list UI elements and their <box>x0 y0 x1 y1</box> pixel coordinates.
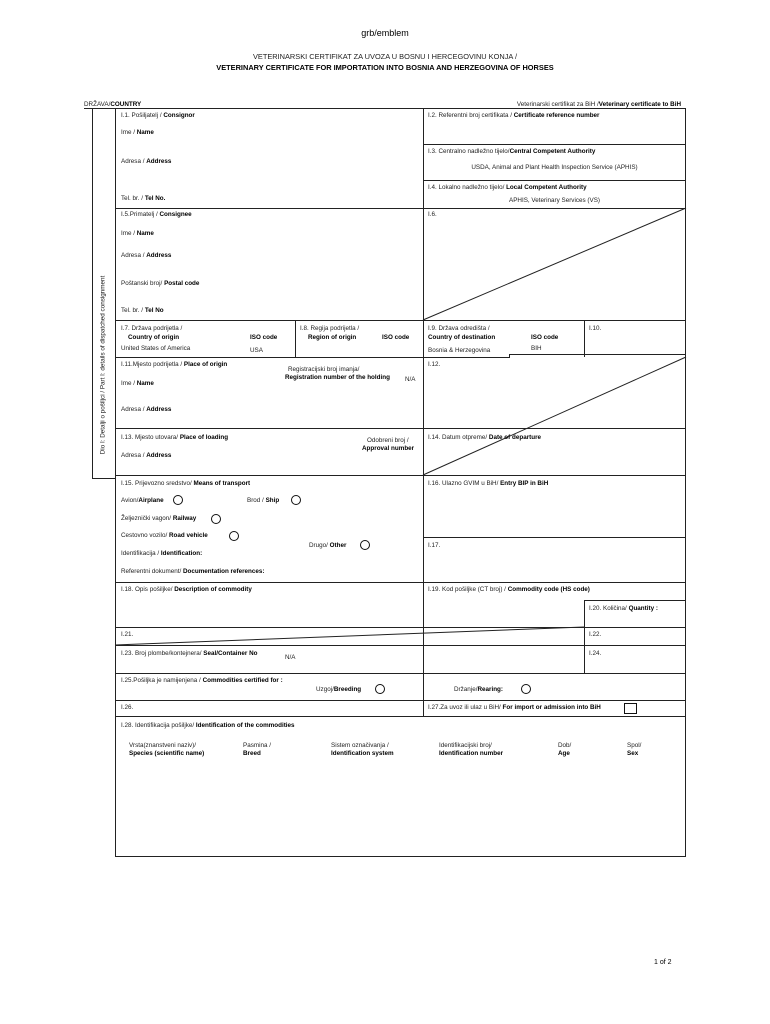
field-i21-label: I.21. <box>121 631 134 638</box>
commodity-code-label: I.19. Kod pošiljke (CT broj) / Commodity code (HS code) <box>428 586 590 593</box>
rearing-option-label: Držanje/Rearing: <box>454 686 503 693</box>
ship-radio[interactable] <box>291 495 301 505</box>
place-loading-label: I.13. Mjesto utovara/ Place of loading <box>121 434 229 441</box>
consignor-label: I.1. Pošiljatelj / Consignor <box>121 112 195 119</box>
page-number: 1 of 2 <box>654 959 672 966</box>
consignee-tel-label: Tel. br. / Tel No <box>121 307 164 314</box>
other-radio[interactable] <box>360 540 370 550</box>
title-bosnian: VETERINARSKI CERTIFIKAT ZA UVOZA U BOSNU I HERCEGOVINU KONJA / <box>252 52 518 61</box>
commodities-certified-label: I.25.Pošiljka je namijenjena / Commodities certified for : <box>121 677 283 684</box>
consignee-postal-label: Poštanski broj/ Postal code <box>121 280 200 287</box>
column-identification-number: Identifikacijski broj/ Identification number <box>439 742 504 757</box>
approval-number-label: Odobreni broj / <box>367 437 409 444</box>
consignee-name-label: Ime / Name <box>121 230 154 237</box>
import-admission-checkbox[interactable] <box>624 703 637 714</box>
local-authority-label: I.4. Lokalno nadležno tijelo/ Local Competent Authority <box>428 184 587 191</box>
transport-label: I.15. Prijevozno sredstvo/ Means of transport <box>121 480 251 487</box>
field-i6-label: I.6. <box>428 211 437 218</box>
place-origin-name-label: Ime / Name <box>121 380 154 387</box>
origin-region-label: I.8. Regija podrijetla / <box>300 325 360 332</box>
commodity-description-label: I.18. Opis pošiljke/ Description of commodity <box>121 586 252 593</box>
column-species: Vrsta(znanstveni naziv)/ Species (scientific name) <box>129 742 205 757</box>
consignee-address-label: Adresa / Address <box>121 252 172 259</box>
destination-country-value: Bosnia & Herzegovina <box>428 347 491 354</box>
column-age: Dob/ Age <box>558 742 572 757</box>
import-admission-label: I.27.Za uvoz ili ulaz u BiH/ For import or admission into BiH <box>428 704 601 711</box>
place-origin-label: I.11.Mjesto podrijetla / Place of origin <box>121 361 228 368</box>
place-origin-address-label: Adresa / Address <box>121 406 172 413</box>
airplane-radio[interactable] <box>173 495 183 505</box>
destination-country-iso-value: BIH <box>531 345 542 352</box>
destination-country-label: I.9. Država odredišta / <box>428 325 490 332</box>
certificate-reference-label: I.2. Referentni broj certifikata / Certificate reference number <box>428 112 600 119</box>
central-authority-label: I.3. Centralno nadležno tijelo/Central Competent Authority <box>428 148 596 155</box>
country-label: DRŽAVA/COUNTRY <box>84 101 142 108</box>
registration-number-value: N/A <box>405 376 416 383</box>
breeding-option-label: Uzgoj/Breeding <box>316 686 362 693</box>
destination-country-label-en: Country of destination <box>428 334 496 341</box>
rearing-radio[interactable] <box>521 684 531 694</box>
airplane-option-label: Avion/Airplane <box>121 497 164 504</box>
registration-number-label: Registracijski broj imanja/ <box>288 366 360 373</box>
consignee-label: I.5.Primatelj / Consignee <box>121 211 192 218</box>
local-authority-value: APHIS, Veterinary Services (VS) <box>509 197 600 204</box>
road-radio[interactable] <box>229 531 239 541</box>
vet-certificate-label: Veterinarski certifikat za BiH /Veterinary certificate to BiH <box>516 101 681 108</box>
consignor-name-label: Ime / Name <box>121 129 154 136</box>
railway-option-label: Željeznički vagon/ Railway <box>121 515 197 522</box>
origin-country-label: I.7. Država podrijetla / <box>121 325 183 332</box>
field-i22-label: I.22. <box>589 631 602 638</box>
ship-option-label: Brod / Ship <box>247 497 280 504</box>
central-authority-value: USDA, Animal and Plant Health Inspection Service (APHIS) <box>471 164 638 171</box>
registration-number-label-en: Registration number of the holding <box>285 374 390 381</box>
seal-container-label: I.23. Broj plombe/kontejnera/ Seal/Container No <box>121 650 258 657</box>
field-i12-label: I.12. <box>428 361 441 368</box>
loading-address-label: Adresa / Address <box>121 452 172 459</box>
origin-country-label-en: Country of origin <box>128 334 180 341</box>
origin-country-iso-value: USA <box>250 347 263 354</box>
field-i17-label: I.17. <box>428 542 441 549</box>
transport-identification-label: Identifikacija / Identification: <box>121 550 203 557</box>
quantity-label: I.20. Količina/ Quantity : <box>589 605 658 612</box>
emblem-placeholder: grb/emblem <box>361 28 409 38</box>
column-identification-system: Sistem označivanja / Identification system <box>331 742 394 757</box>
title-english: VETERINARY CERTIFICATE FOR IMPORTATION INTO BOSNIA AND HERZEGOVINA OF HORSES <box>216 63 554 72</box>
destination-country-iso-label: ISO code <box>531 334 559 341</box>
origin-country-value: United States of America <box>121 345 191 352</box>
origin-region-label-en: Region of origin <box>308 334 357 341</box>
consignor-address-label: Adresa / Address <box>121 158 172 165</box>
field-i24-label: I.24. <box>589 650 602 657</box>
column-sex: Spol/ Sex <box>627 742 642 757</box>
departure-date-label: I.14. Datum otpreme/ Date of departure <box>428 434 542 441</box>
field-i26-label: I.26. <box>121 704 134 711</box>
railway-radio[interactable] <box>211 514 221 524</box>
other-option-label: Drugo/ Other <box>309 542 347 549</box>
approval-number-label-en: Approval number <box>362 445 415 452</box>
entry-bip-label: I.16. Ulazno GVIM u BiH/ Entry BIP in BiH <box>428 480 549 487</box>
identification-commodities-label: I.28. Identifikacija pošiljke/ Identification of the commodities <box>121 722 295 729</box>
road-option-label: Cestovno vozilo/ Road vehicle <box>121 532 208 539</box>
origin-country-iso-label: ISO code <box>250 334 278 341</box>
seal-container-value: N/A <box>285 654 296 661</box>
origin-region-iso-label: ISO code <box>382 334 410 341</box>
documentation-references-label: Referentni dokument/ Documentation references: <box>121 568 265 575</box>
column-breed: Pasmina / Breed <box>243 742 271 757</box>
breeding-radio[interactable] <box>375 684 385 694</box>
field-i10-label: I.10. <box>589 325 602 332</box>
consignor-tel-label: Tel. br. / Tel No. <box>121 195 166 202</box>
